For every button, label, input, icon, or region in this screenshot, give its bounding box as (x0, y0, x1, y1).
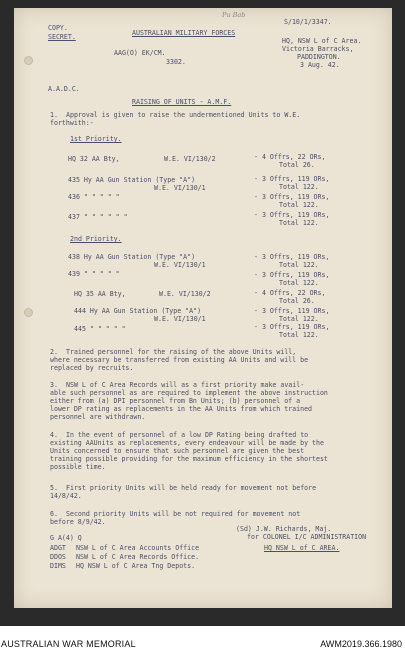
unit-name: 444 Hy AA Gun Station (Type "A") (74, 307, 202, 315)
para-number: 6. (50, 510, 58, 518)
para-number: 1. (50, 111, 58, 119)
para4-line: In the event of personnel of a low DP Rating being drafted to (66, 431, 309, 439)
unit-strength: - 4 Offrs, 22 ORs, (254, 153, 326, 161)
signature-line: for COLONEL I/C ADMINISTRATION (247, 533, 367, 541)
subject-heading: RAISING OF UNITS - A.M.F. (132, 98, 232, 106)
unit-name: 439 " " " " " (68, 270, 120, 278)
priority2-heading: 2nd Priority. (70, 235, 122, 243)
para1-line: Approval is given to raise the undermentioned Units to W.E. (66, 111, 301, 119)
punch-hole (24, 56, 33, 65)
hq-address-line3: PADDINGTON. (297, 53, 341, 61)
para4-line: possible time. (50, 463, 106, 471)
unit-total: Total 122. (279, 261, 319, 269)
aag-number: 3302. (166, 58, 186, 66)
unit-name: 437 " " " " " " (68, 213, 128, 221)
unit-we: W.E. VI/130/1 (154, 184, 206, 192)
para5-line: First priority Units will be held ready for movement not before (66, 484, 317, 492)
unit-name: HQ 32 AA Bty, (68, 155, 120, 163)
para2-line: where necessary be transferred from existing AA Units and will be (50, 356, 309, 364)
para3-line: NSW L of C Area Records will as a first priority make avail- (66, 381, 305, 389)
unit-strength: - 3 Offrs, 119 ORs, (254, 211, 330, 219)
para4-line: Units concerned to ensure that such personnel are given the best (50, 447, 305, 455)
unit-we: W.E. VI/130/2 (164, 155, 216, 163)
para-number: 4. (50, 431, 58, 439)
unit-strength: - 3 Offrs, 119 ORs, (254, 307, 330, 315)
unit-name: 438 Hy AA Gun Station (Type "A") (68, 253, 196, 261)
unit-strength: - 3 Offrs, 119 ORs, (254, 175, 330, 183)
unit-total: Total 122. (279, 279, 319, 287)
para3-line: lower DP rating as replacements in the AA Units from which trained (50, 405, 313, 413)
unit-strength: - 3 Offrs, 119 ORs, (254, 193, 330, 201)
priority1-heading: 1st Priority. (70, 135, 122, 143)
distribution-text: NSW L of C Area Records Office. (76, 553, 200, 561)
distribution-code: ADGT (50, 544, 66, 552)
pencil-note: Pu Bab (222, 11, 246, 19)
unit-total: Total 26. (279, 297, 315, 305)
unit-strength: - 3 Offrs, 119 ORs, (254, 323, 330, 331)
para4-line: existing AAUnits as replacements, every endeavour will be made by the (50, 439, 324, 447)
unit-name: 435 Hy AA Gun Station (Type "A") (68, 176, 196, 184)
unit-strength: - 3 Offrs, 119 ORs, (254, 271, 330, 279)
distribution-code: DDOS (50, 553, 66, 561)
para3-line: either from (a) DPI personnel from Bn Units; (b) personnel of a (50, 397, 301, 405)
unit-name: 445 " " " " " (74, 325, 126, 333)
aag-reference: AAG(O) EK/CM. (114, 49, 166, 57)
letterhead-title: AUSTRALIAN MILITARY FORCES (132, 29, 236, 37)
unit-total: Total 122. (279, 315, 319, 323)
para4-line: training possible providing for the maximum efficiency in the shortest (50, 455, 328, 463)
document-page (14, 8, 392, 608)
unit-total: Total 122. (279, 219, 319, 227)
secret-label: SECRET. (48, 33, 76, 41)
para1-line: forthwith:- (50, 119, 94, 127)
para6-line: before 8/9/42. (50, 518, 106, 526)
unit-total: Total 122. (279, 183, 319, 191)
para6-line: Second priority Units will be not required for movement not (66, 510, 301, 518)
unit-we: W.E. VI/130/1 (154, 261, 206, 269)
unit-total: Total 26. (279, 161, 315, 169)
hq-address-line1: HQ, NSW L of C Area. (282, 37, 362, 45)
punch-hole (24, 308, 33, 317)
copy-label: COPY. (48, 24, 68, 32)
distribution-text: NSW L of C Area Accounts Office (76, 544, 200, 552)
distribution-code: G A(4) Q (50, 534, 82, 542)
para-number: 5. (50, 484, 58, 492)
letter-date: 3 Aug. 42. (300, 61, 340, 69)
distribution-text: HQ NSW L of C Area Tng Depots. (76, 562, 196, 570)
unit-total: Total 122. (279, 331, 319, 339)
footer-bar (0, 636, 405, 653)
para2-line: replaced by recruits. (50, 364, 134, 372)
para5-line: 14/8/42. (50, 492, 82, 500)
hq-address-line2: Victoria Barracks, (282, 45, 354, 53)
signature-line: HQ NSW L of C AREA. (264, 544, 340, 552)
signature-line: (Sd) J.W. Richards, Maj. (236, 525, 332, 533)
addressee: A.A.D.C. (48, 85, 80, 93)
para3-line: able such personnel as are required to implement the above instruction (50, 389, 328, 397)
unit-name: HQ 35 AA Bty, (74, 290, 126, 298)
footer-institution: AUSTRALIAN WAR MEMORIAL (1, 639, 136, 649)
file-reference: S/10/1/3347. (284, 18, 332, 26)
unit-we: W.E. VI/130/2 (159, 290, 211, 298)
unit-total: Total 122. (279, 201, 319, 209)
unit-name: 436 " " " " " (68, 193, 120, 201)
unit-strength: - 3 Offrs, 119 ORs, (254, 253, 330, 261)
distribution-code: DIMS (50, 562, 66, 570)
footer-accession-number: AWM2019.366.1980 (320, 639, 402, 649)
unit-we: W.E. VI/130/1 (154, 315, 206, 323)
unit-strength: - 4 Offrs, 22 ORs, (254, 289, 326, 297)
para-number: 3. (50, 381, 58, 389)
para-number: 2. (50, 348, 58, 356)
para3-line: personnel are withdrawn. (50, 413, 146, 421)
para2-line: Trained personnel for the raising of the above Units will, (66, 348, 297, 356)
